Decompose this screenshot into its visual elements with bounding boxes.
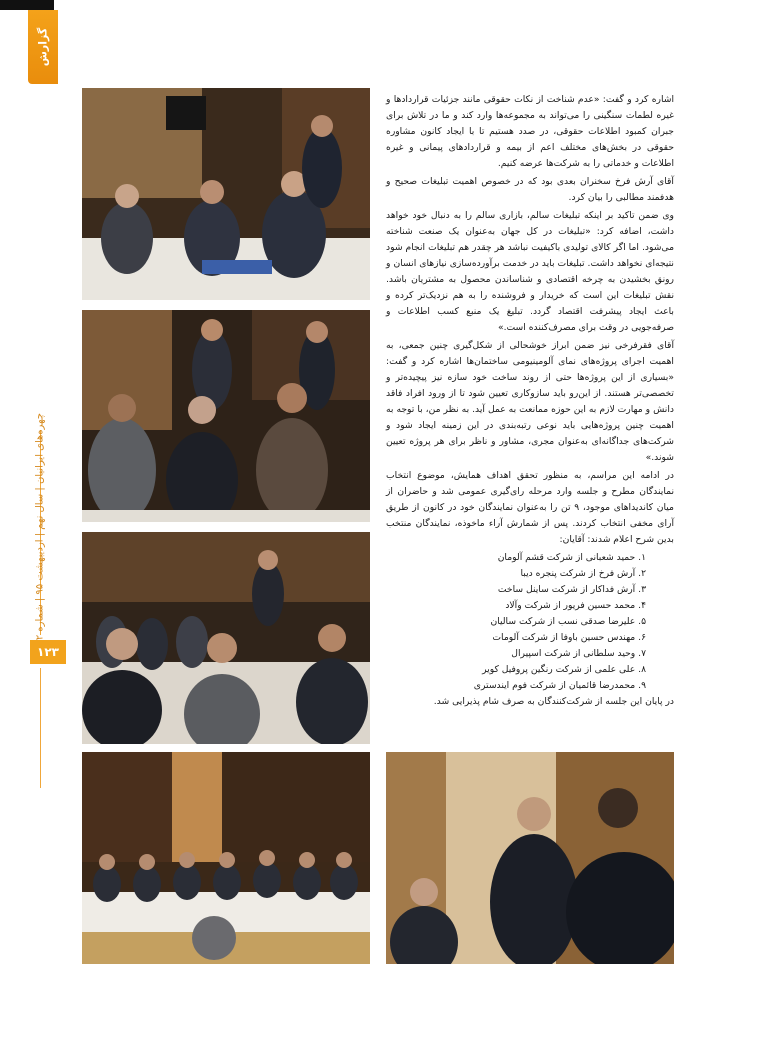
representative-item: ۷. وحید سلطانی از شرکت اسپیرال	[511, 648, 646, 659]
article-body	[386, 92, 674, 712]
corner-black-bar	[0, 0, 54, 10]
conference-photo	[82, 310, 370, 522]
representative-item: ۴. محمد حسین فریور از شرکت وآلاد	[505, 600, 646, 611]
representative-item: ۶. مهندس حسین باوفا از شرکت آلومات	[492, 632, 646, 643]
article-closing: در پایان این جلسه از شرکت‌کنندگان به صرف شام پذیرایی شد.	[433, 696, 674, 707]
representative-item: ۵. علیرضا صدقی نسب از شرکت سالیان	[490, 616, 646, 627]
representative-item: ۱. حمید شعبانی از شرکت قشم آلومان	[497, 552, 646, 563]
representative-item: ۲. آرش فرخ از شرکت پنجره دیبا	[520, 568, 646, 579]
article-paragraph: اشاره کرد و گفت: «عدم شناخت از نکات حقوقی مانند جزئیات قراردادها و غیره لطمات سنگینی را می‌تواند به مجموعه‌ها وارد کند و ما در تلاش برای جبران کمبود اطلاعات حقوقی، در صدد هستیم تا با ایجاد کانون مشاوره حقوقی در بخش‌های مختلف اعم از بیمه و قراردادهای پیمانی و غیره اطلاعات و خدماتی را به شرکت‌ها عرضه کنیم.	[386, 94, 674, 169]
article-paragraph: در ادامه این مراسم، به منظور تحقق اهداف همایش، موضوع انتخاب نمایندگان مطرح و جلسه وارد مرحله رای‌گیری عمومی شد و حاضران از میان کاندیداهای موجود، ۹ تن را به‌عنوان نمایندگان خود در کانون از طریق آرای مخفی انتخاب کردند. پس از شمارش آراء ماخوذه، نمایندگان منتخب بدین شرح اعلام شدند: آقایان:	[386, 470, 674, 545]
sidebar-rule	[40, 668, 41, 788]
representatives-list	[386, 550, 674, 694]
issue-info	[22, 413, 58, 632]
conference-photo	[82, 532, 370, 744]
representative-item: ۸. علی علمی از شرکت رنگین پروفیل کویر	[482, 664, 646, 675]
section-tab-label: گزارش	[36, 27, 50, 67]
article-paragraph: وی ضمن تاکید بر اینکه تبلیغات سالم، بازاری سالم را به دنبال خود خواهد داشت، اضافه کرد: «تبلیغات در کل جهان به‌عنوان یک صنعت شناخته می‌شود. اما اگر کالای تولیدی باکیفیت نباشد هر چقدر هم تبلیغات انجام شود نتیجه‌ای نخواهد داشت. تبلیغات باید در خدمت برآورده‌سازی نیازهای انسان و رونق بخشیدن به چرخه اقتصادی و شناساندن محصول به مشتریان باشد. نقش تبلیغات این است که خریدار و فروشنده را به هم نزدیک‌تر کرده و باعث ایجاد پیشرفت اقتصاد گردد. تبلیغ یک منبع کسب اطلاعات و صرفه‌جویی در وقت برای مصرف‌کننده است.»	[386, 210, 674, 333]
article-paragraph: آقای فقرفرخی نیز ضمن ابراز خوشحالی از شکل‌گیری چنین جمعی، به اهمیت اجرای پروژه‌های نمای آلومینیومی ساختمان‌ها اشاره کرد و گفت: «بسیاری از این پروژه‌ها حتی از روند ساخت خود سازه نیز پیچیده‌تر و تخصصی‌تر هستند. از این‌رو باید سازوکاری تعیین شود تا از ورود افراد فاقد دانش و مهارت لازم به این حوزه ممانعت به عمل آید. به نظر من، با توجه به اهمیت چنین پروژه‌هایی باید نوعی رتبه‌بندی در این زمینه ایجاد شود و شرکت‌های جداگانه‌ای به‌عنوان مجری، مشاور و ناظر برای هر پروژه تعیین شوند.»	[386, 340, 674, 463]
conference-photo	[82, 88, 370, 300]
representative-item: ۳. آرش فداکار از شرکت ساینل ساخت	[497, 584, 646, 595]
page-number: ۱۲۳	[30, 640, 66, 664]
issue-info-text: چهره‌های ایرانیان | سال نهم | اردیبهشت ۹۵ | شماره	[34, 413, 46, 632]
article-paragraph: آقای آرش فرخ سخنران بعدی بود که در خصوص اهمیت تبلیغات صحیح و هدفمند مطالبی را بیان کرد.	[386, 176, 674, 203]
representative-item: ۹. محمدرضا قائمیان از شرکت فوم ایندستری	[473, 680, 646, 691]
section-tab	[28, 10, 58, 84]
conference-photo	[82, 752, 370, 964]
conference-photo	[386, 752, 674, 964]
